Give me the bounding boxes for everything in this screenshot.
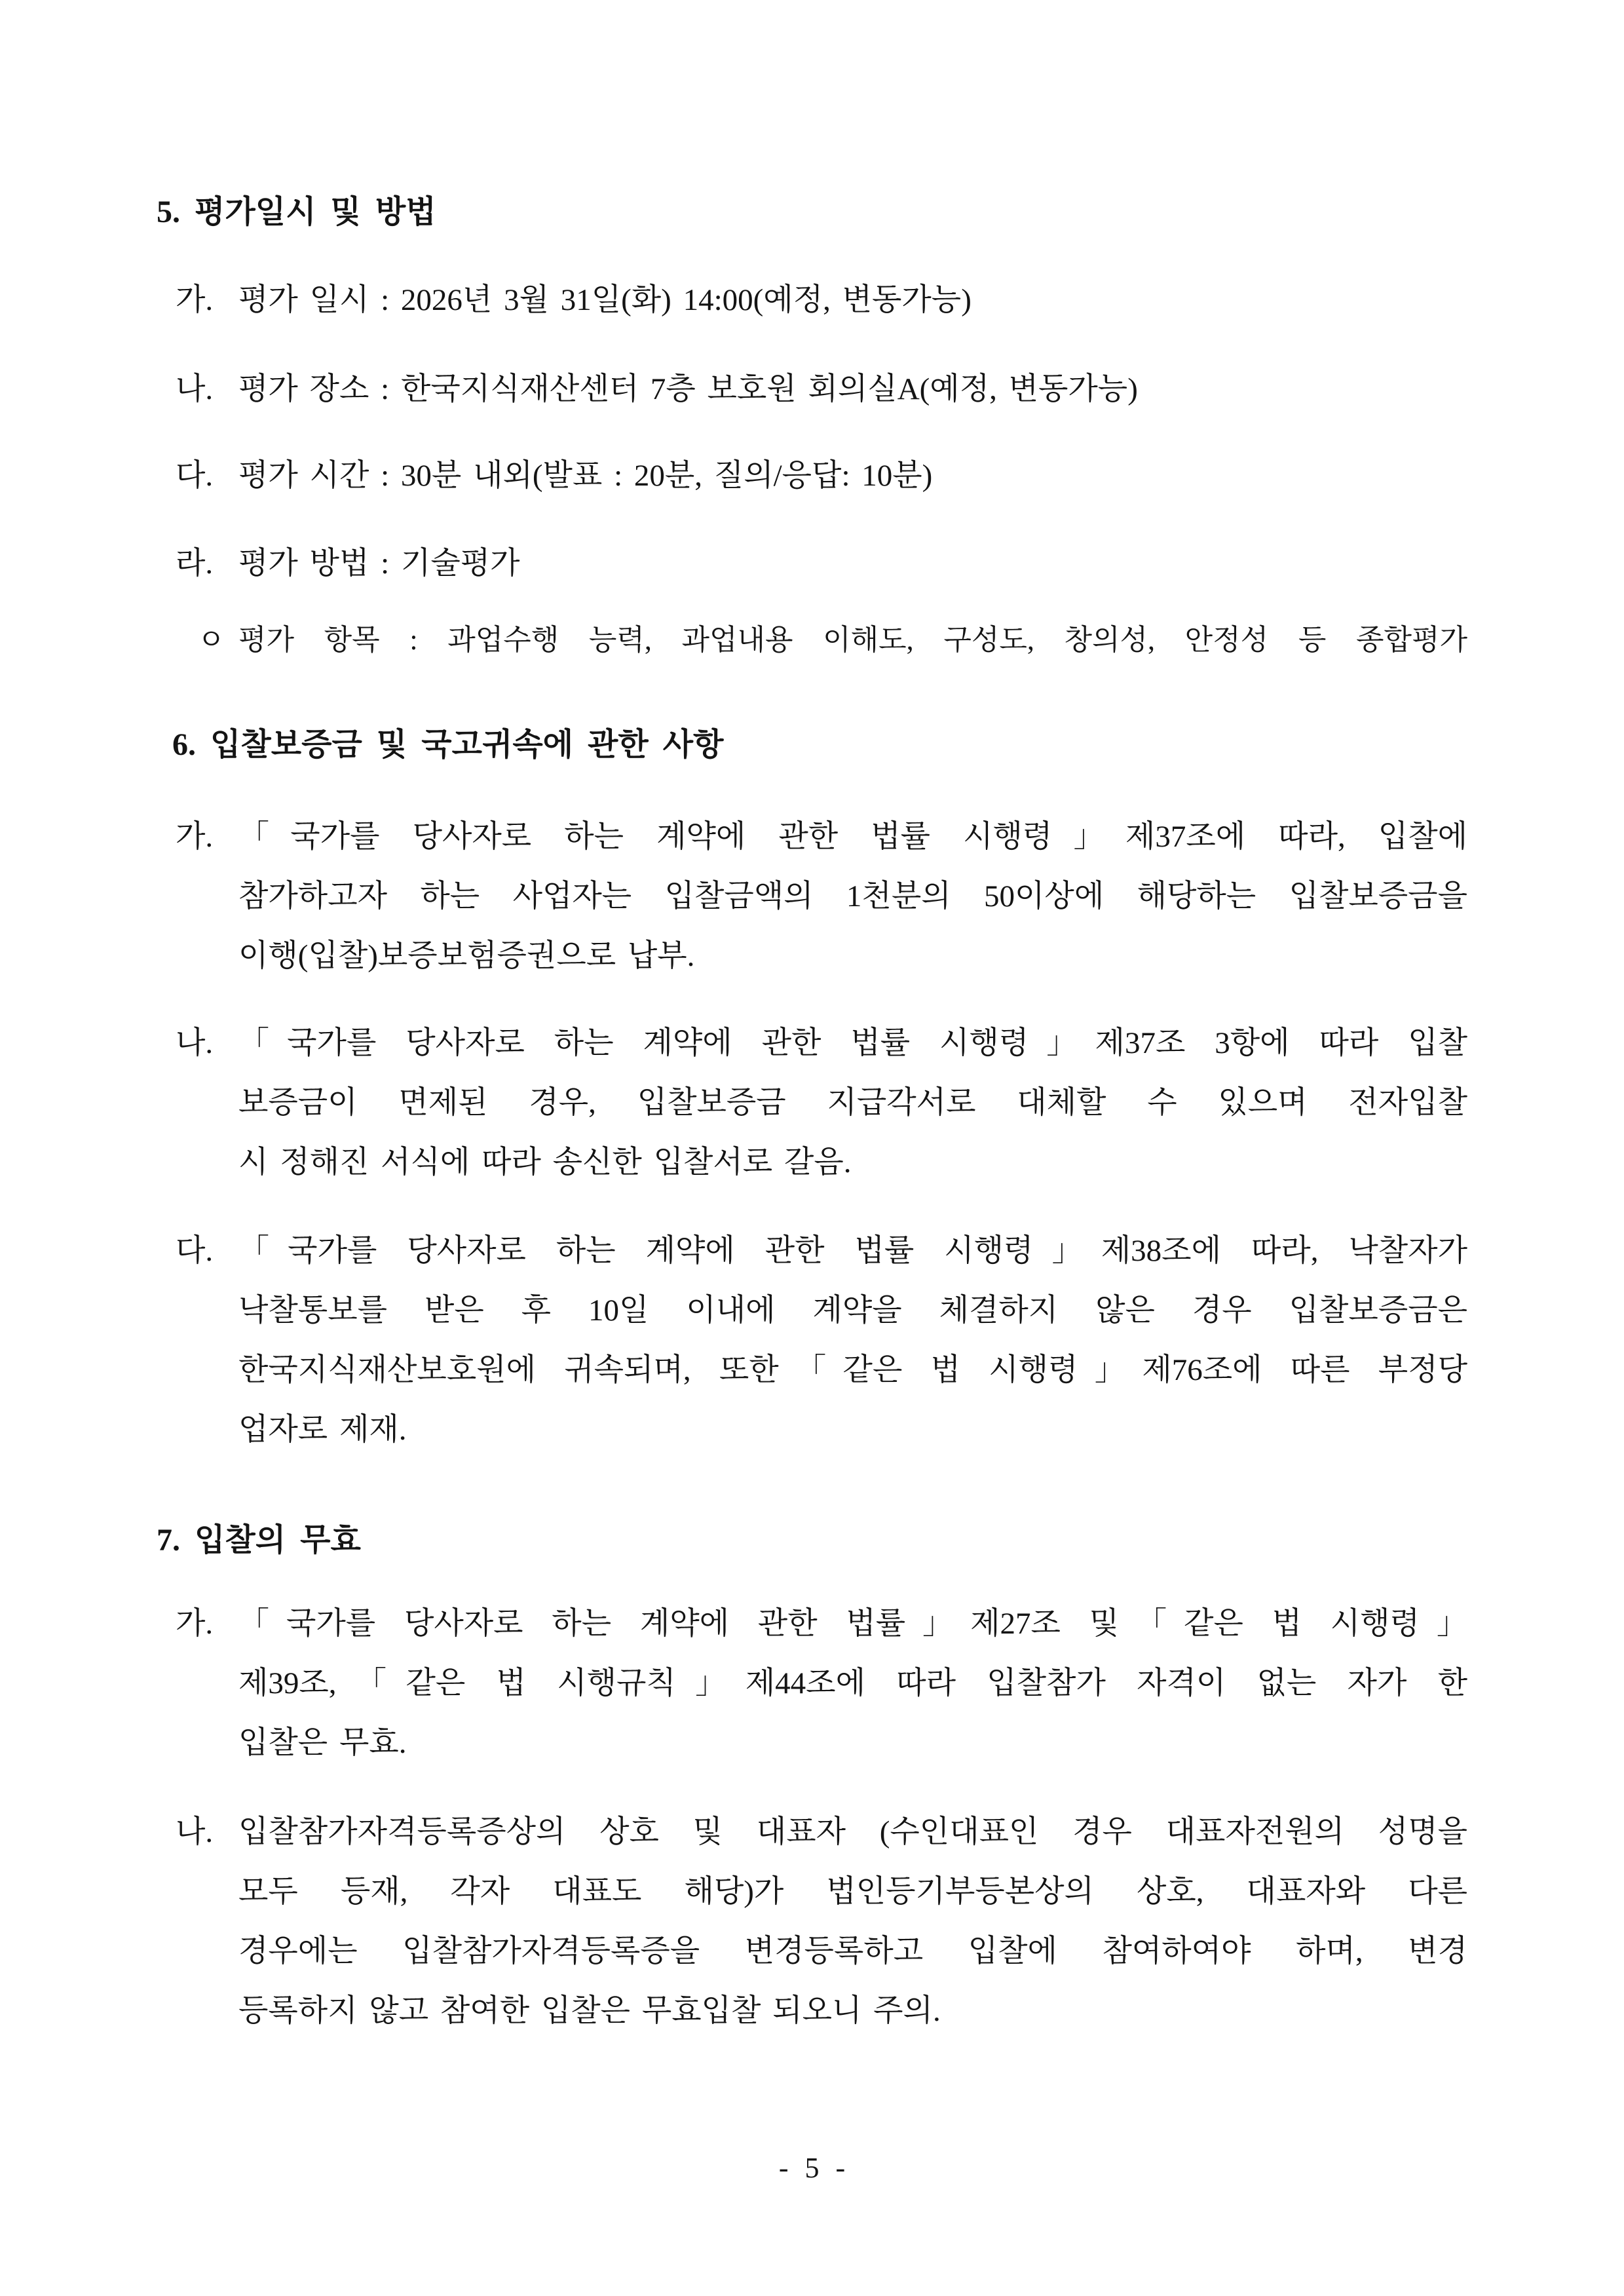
item-marker: 가. [176, 283, 214, 317]
item-marker: 나. [176, 1815, 214, 1849]
item-line: 경우에는 입찰참가자격등록증을 변경등록하고 입찰에 참여하여야 하며, 변경 [238, 1934, 1467, 1968]
item-line: 보증금이 면제된 경우, 입찰보증금 지급각서로 대체할 수 있으며 전자입찰 [238, 1086, 1467, 1120]
section-6-title: 6. 입찰보증금 및 국고귀속에 관한 사항 [172, 727, 724, 762]
item-marker: 나. [176, 372, 214, 406]
item-line: 「국가를 당사자로 하는 계약에 관한 법률 시행령」제37조 3항에 따라 입찰 [238, 1026, 1467, 1060]
item-marker: 다. [176, 459, 214, 493]
item-line: 「국가를 당사자로 하는 계약에 관한 법률」제27조 및「같은 법 시행령」 [238, 1607, 1467, 1641]
item-line: 이행(입찰)보증보험증권으로 납부. [238, 939, 695, 973]
item-marker: 나. [176, 1026, 214, 1060]
item-line: 입찰은 무효. [238, 1726, 407, 1760]
section-5-title: 5. 평가일시 및 방법 [157, 195, 436, 229]
item-line: 입찰참가자격등록증상의 상호 및 대표자 (수인대표인 경우 대표자전원의 성명을 [238, 1815, 1467, 1849]
item-line: 업자로 제재. [238, 1413, 407, 1447]
page-number: - 5 - [778, 2152, 846, 2184]
section-7-title: 7. 입찰의 무효 [157, 1523, 361, 1558]
item-marker: 가. [176, 820, 214, 854]
item-line: 제39조,「같은 법 시행규칙」제44조에 따라 입찰참가 자격이 없는 자가 한 [238, 1666, 1467, 1700]
item-text: 평가 일시 : 2026년 3월 31일(화) 14:00(예정, 변동가능) [238, 283, 972, 317]
bullet-marker: ㅇ [197, 624, 225, 656]
sub-item-text: 평가 항목 : 과업수행 능력, 과업내용 이해도, 구성도, 창의성, 안정성 등 종합평가 [238, 624, 1467, 656]
item-line: 낙찰통보를 받은 후 10일 이내에 계약을 체결하지 않은 경우 입찰보증금은 [238, 1293, 1467, 1328]
item-line: 한국지식재산보호원에 귀속되며, 또한「같은 법 시행령」제76조에 따른 부정당 [238, 1353, 1467, 1387]
item-line: 참가하고자 하는 사업자는 입찰금액의 1천분의 50이상에 해당하는 입찰보증금을 [238, 879, 1467, 913]
item-line: 「국가를 당사자로 하는 계약에 관한 법률 시행령」제38조에 따라, 낙찰자가 [238, 1234, 1467, 1268]
item-marker: 다. [176, 1234, 214, 1268]
item-line: 모두 등재, 각자 대표도 해당)가 법인등기부등본상의 상호, 대표자와 다른 [238, 1875, 1467, 1909]
item-line: 등록하지 않고 참여한 입찰은 무효입찰 되오니 주의. [238, 1994, 941, 2028]
item-marker: 라. [176, 546, 214, 581]
item-text: 평가 시간 : 30분 내외(발표 : 20분, 질의/응답: 10분) [238, 459, 933, 493]
item-line: 시 정해진 서식에 따라 송신한 입찰서로 갈음. [238, 1145, 852, 1179]
item-text: 평가 방법 : 기술평가 [238, 546, 520, 581]
item-line: 「국가를 당사자로 하는 계약에 관한 법률 시행령」제37조에 따라, 입찰에 [238, 820, 1467, 854]
item-text: 평가 장소 : 한국지식재산센터 7층 보호원 회의실A(예정, 변동가능) [238, 372, 1138, 406]
item-marker: 가. [176, 1607, 214, 1641]
